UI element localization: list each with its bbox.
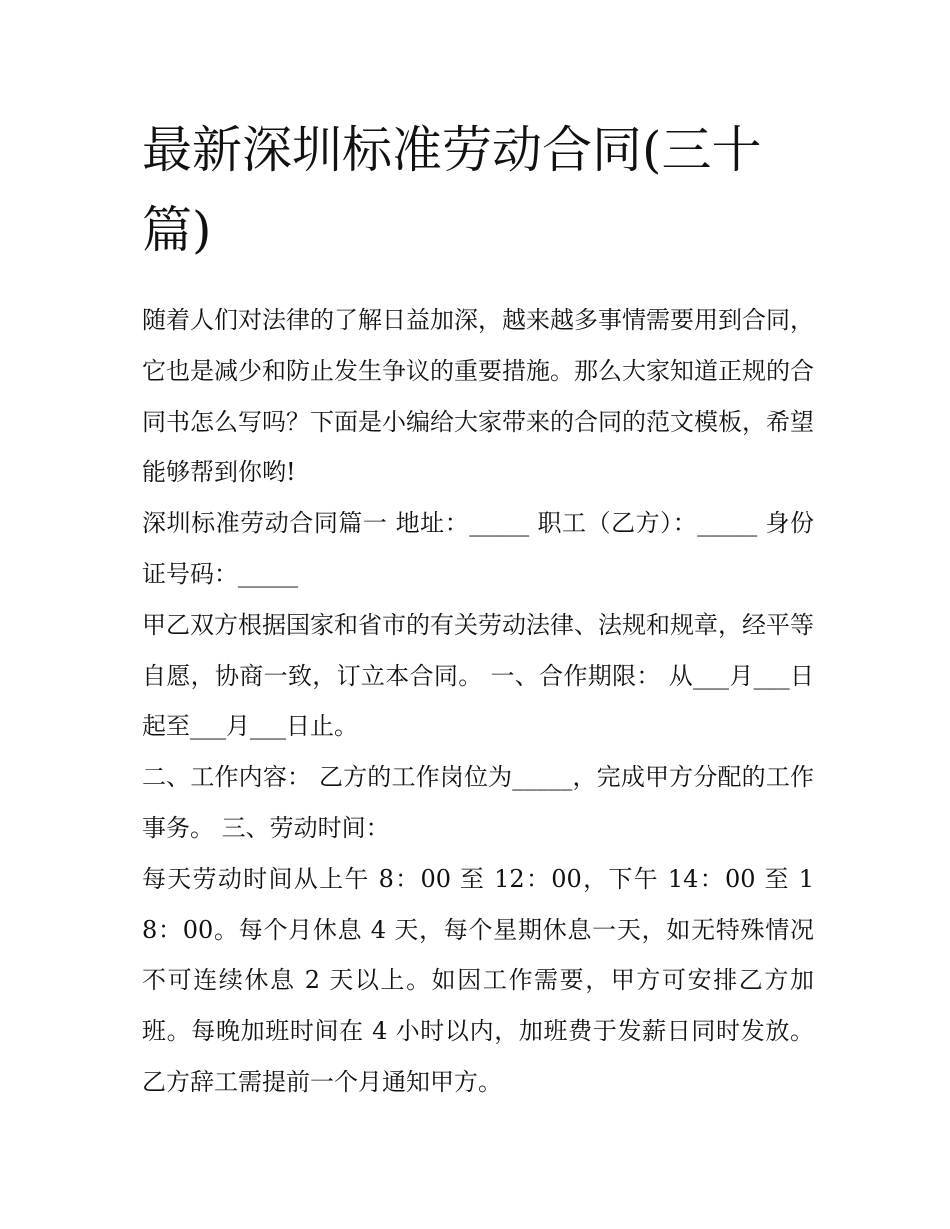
document-page (142, 110, 814, 1108)
intro-paragraph: 随着人们对法律的了解日益加深，越来越多事情需要用到合同，它也是减少和防止发生争议的重要措施。那么大家知道正规的合同书怎么写吗？下面是小编给大家带来的合同的范文模板，希望能够帮到你哟! (142, 306, 814, 487)
working-hours-paragraph: 每天劳动时间从上午 8：00 至 12：00，下午 14：00 至 18：00。每个月休息 4 天，每个星期休息一天，如无特殊情况不可连续休息 2 天以上。如因工作需要，甲方可安排乙方加班。每晚加班时间在 4 小时以内，加班费于发薪日同时发放。乙方辞工需提前一个月通知甲方。 (142, 864, 814, 1096)
document-title: 最新深圳标准劳动合同(三十篇) (142, 121, 762, 259)
contract-term-paragraph: 甲乙双方根据国家和省市的有关劳动法律、法规和规章，经平等自愿，协商一致，订立本合同。 一、合作期限： 从___月___日起至___月___日止。 (142, 610, 814, 741)
contract-header-paragraph: 深圳标准劳动合同篇一 地址：_____ 职工（乙方）：_____ 身份证号码：_____ (142, 509, 814, 588)
title-spacer (142, 270, 814, 295)
work-content-paragraph: 二、工作内容： 乙方的工作岗位为_____，完成甲方分配的工作事务。 三、劳动时间： (142, 763, 814, 842)
